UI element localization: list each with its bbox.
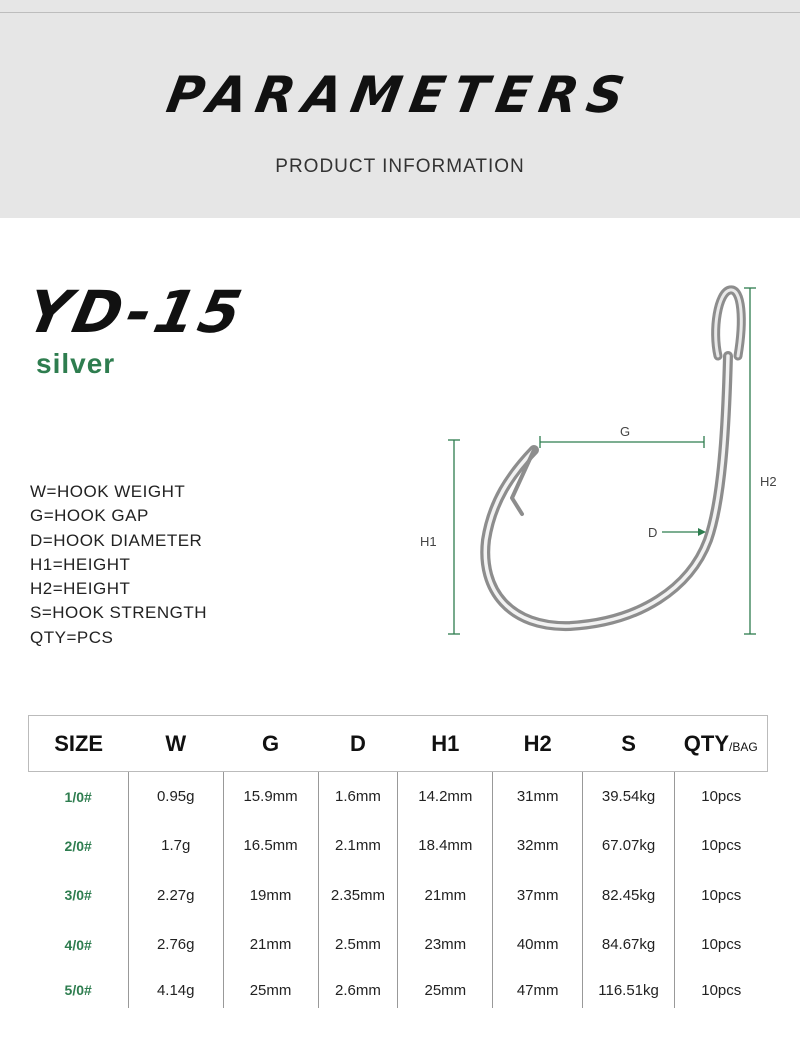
cell-gap: 16.5mm [223,821,318,871]
cell-h2: 40mm [493,920,583,970]
legend-item-h1: H1=HEIGHT [30,554,131,574]
cell-h2: 47mm [493,970,583,1008]
cell-h2: 37mm [493,871,583,921]
table-row [29,772,768,822]
cell-strength: 39.54kg [583,772,675,822]
cell-strength: 82.45kg [583,871,675,921]
label-g: G [620,424,631,439]
header-h2: H2 [493,716,583,772]
header-g: G [223,716,318,772]
cell-weight: 1.7g [128,821,223,871]
table-row [29,821,768,871]
cell-diameter: 2.35mm [318,871,398,921]
legend-item-qty: QTY=PCS [30,627,114,647]
cell-qty: 10pcs [675,772,768,822]
legend-item-s: S=HOOK STRENGTH [30,603,208,623]
hook-illustration [485,290,741,626]
product-color: silver [36,348,116,379]
cell-weight: 2.76g [128,920,223,970]
header-qty: QTY/BAG [675,716,768,772]
cell-h1: 25mm [398,970,493,1008]
legend-item-h2: H2=HEIGHT [30,579,131,599]
cell-diameter: 2.1mm [318,821,398,871]
cell-qty: 10pcs [675,821,768,871]
table-row [29,970,768,1008]
table-header-row [29,716,768,772]
hook-diagram [400,270,800,670]
cell-weight: 0.95g [128,772,223,822]
cell-diameter: 1.6mm [318,772,398,822]
table-row [29,871,768,921]
cell-gap: 25mm [223,970,318,1008]
cell-diameter: 2.6mm [318,970,398,1008]
cell-size: 4/0# [64,936,92,953]
spec-table [28,715,768,1008]
cell-size: 2/0# [64,837,92,854]
header-qty-suffix: /BAG [729,739,758,754]
cell-strength: 67.07kg [583,821,675,871]
label-d: D [648,525,658,540]
cell-diameter: 2.5mm [318,920,398,970]
header-w: W [128,716,223,772]
cell-size: 1/0# [64,788,92,805]
cell-size: 3/0# [64,887,92,904]
header-s: S [583,716,675,772]
cell-h1: 21mm [398,871,493,921]
cell-weight: 4.14g [128,970,223,1008]
parameter-legend [30,480,207,650]
cell-h1: 18.4mm [398,821,493,871]
cell-strength: 116.51kg [583,970,675,1008]
legend-item-d: D=HOOK DIAMETER [30,530,203,550]
cell-h1: 23mm [398,920,493,970]
cell-qty: 10pcs [675,920,768,970]
cell-h2: 32mm [493,821,583,871]
header-size: SIZE [29,716,129,772]
page-title: PARAMETERS [162,66,638,124]
cell-qty: 10pcs [675,970,768,1008]
header-d: D [318,716,398,772]
header-banner [0,0,800,218]
hook-shank [485,356,728,626]
banner-divider [0,12,800,13]
cell-gap: 21mm [223,920,318,970]
label-h2: H2 [760,474,777,489]
page-subtitle: PRODUCT INFORMATION [275,156,525,177]
cell-weight: 2.27g [128,871,223,921]
cell-size: 5/0# [64,981,92,998]
cell-gap: 15.9mm [223,772,318,822]
cell-strength: 84.67kg [583,920,675,970]
cell-h2: 31mm [493,772,583,822]
legend-item-g: G=HOOK GAP [30,506,149,526]
cell-qty: 10pcs [675,871,768,921]
table-row [29,920,768,970]
cell-gap: 19mm [223,871,318,921]
cell-h1: 14.2mm [398,772,493,822]
header-h1: H1 [398,716,493,772]
product-model: YD-15 [20,278,252,346]
label-h1: H1 [420,534,437,549]
legend-item-w: W=HOOK WEIGHT [30,482,186,501]
